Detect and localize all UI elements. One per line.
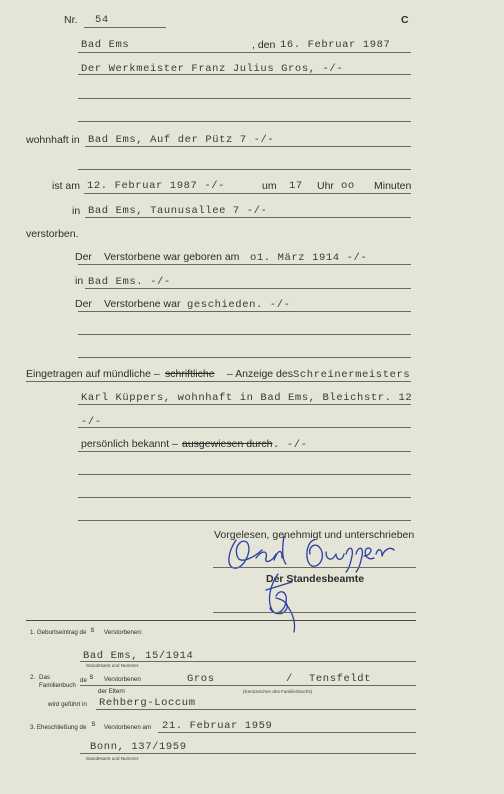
birth-place: Bad Ems. -/- [88,276,171,288]
known-line [78,451,411,452]
death-time-line [84,193,411,194]
residence-value: Bad Ems, Auf der Pütz 7 -/- [88,134,275,146]
blank-line [78,357,411,358]
status-value: geschieden. -/- [187,299,291,311]
registration-label-suffix: – Anzeige des [227,368,293,380]
f3-s: s [91,720,97,729]
f3-value: Bonn, 137/1959 [90,741,187,753]
informant-line3: -/- [81,416,102,428]
f2-s: s [89,673,95,682]
f1-value: Bad Ems, 15/1914 [83,650,194,662]
birth-label: Verstorbene war geboren am [104,251,240,263]
informant-line3-rule [78,427,411,428]
f2-name1: Gros [187,673,215,685]
status-der-prefix: Der [75,298,92,310]
residence-line [85,146,411,147]
known-label: persönlich bekannt – [81,438,178,450]
record-date: 16. Februar 1987 [280,39,391,51]
f2-kennz: (Kennzeichen des Familienbuchs) [243,689,313,694]
declarant-text: Der Werkmeister Franz Julius Gros, -/- [81,63,344,75]
verstorben-label: verstorben. [26,228,79,240]
section-divider [26,620,416,621]
f3-caption: Standesamt und Nummer [86,756,139,761]
f3-suffix: Verstorbenen am [104,724,152,731]
corner-letter: C [401,14,409,26]
informant-line2-rule [78,404,411,405]
birth-in-label: in [75,275,84,287]
death-minutes: oo [341,180,355,192]
read-approved-label: Vorgelesen, genehmigt und unterschrieben [214,529,415,541]
f2-gefuehrt: wird geführt in [48,701,87,708]
death-place-line [85,217,411,218]
death-ist-am-label: ist am [52,180,81,192]
f2-sep: / [286,673,293,685]
death-um-label: um [262,180,277,192]
known-value: . -/- [273,439,308,451]
known-struck: ausgewiesen durch [182,438,273,450]
blank-line [78,121,411,122]
residence-label: wohnhaft in [26,134,80,146]
f2-line [80,685,416,686]
informant-signature-line [213,567,416,568]
death-uhr-label: Uhr [317,180,334,192]
f1-line [80,661,416,662]
nr-line [84,27,166,28]
status-label: Verstorbene war [104,298,181,310]
f2-das: Das [39,674,51,681]
f2-name2: Tensfeldt [309,673,372,685]
f1-label: 1. Geburtseintrag de [30,629,87,636]
blank-line [78,520,411,521]
date-label: , den [252,39,276,51]
death-in-label: in [72,205,81,217]
f2-de: de [80,677,87,684]
registration-label-prefix: Eingetragen auf mündliche – [26,368,160,380]
death-minuten-label: Minuten [374,180,412,192]
blank-line [78,98,411,99]
official-signature-line [213,612,416,613]
f1-suffix: Verstorbenen: [104,629,143,636]
f1-s: s [90,626,96,635]
f3-date: 21. Februar 1959 [162,720,273,732]
nr-label: Nr. [64,14,78,26]
death-hour: 17 [289,180,303,192]
blank-line [78,334,411,335]
f2-place: Rehberg-Loccum [99,697,196,709]
f2-num: 2. [30,674,36,681]
birth-place-line [85,288,411,289]
f3-date-line [158,732,416,733]
death-place: Bad Ems, Taunusallee 7 -/- [88,205,268,217]
official-label: Der Standesbeamte [266,573,365,585]
blank-line [78,169,411,170]
official-signature [258,568,306,638]
f2-familienbuch: Familienbuch [39,682,76,689]
place-date-line [78,52,411,53]
f3-line [80,753,416,754]
registration-line [26,381,411,382]
blank-line [78,497,411,498]
informant-line2: Karl Küppers, wohnhaft in Bad Ems, Bleichstr. 12 [81,392,413,404]
f1-caption: Standesamt und Nummer [86,663,139,668]
nr-value: 54 [95,14,109,26]
f2-verst: Verstorbenen [104,676,141,683]
blank-line [78,474,411,475]
birth-der-prefix: Der [75,251,92,263]
f2-place-line [96,709,416,710]
f3-label: 3. Eheschließung de [30,724,87,731]
declarant-line [78,74,411,75]
status-line [78,311,411,312]
death-date: 12. Februar 1987 -/- [87,180,226,192]
informant-line1: Schreinermeisters [293,369,411,381]
birth-date: o1. März 1914 -/- [250,252,368,264]
birth-date-line [78,264,411,265]
registration-struck-word: schriftliche [165,368,215,380]
f2-eltern: der Eltern [98,688,125,695]
place-of-record: Bad Ems [81,39,130,51]
